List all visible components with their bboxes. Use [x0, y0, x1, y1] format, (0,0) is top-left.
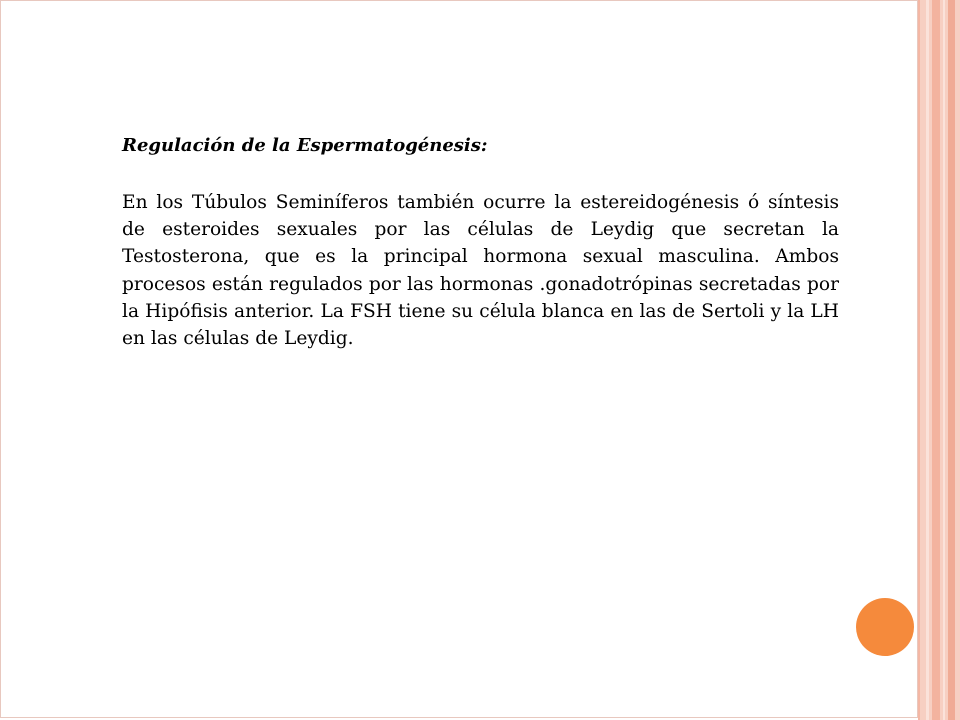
decorative-stripe	[948, 0, 955, 720]
decorative-stripe	[918, 0, 920, 720]
slide-content	[122, 133, 839, 352]
slide-title: Regulación de la Espermatogénesis:	[122, 135, 488, 156]
slide-body-text: En los Túbulos Seminíferos también ocurre la estereidogénesis ó síntesis de esteroides sexuales por las células de Leydig que secretan la Testosterona, que es la principal hormona sexual masculina. Ambos procesos están regulados por las hormonas .gonadotrópinas secretadas por la Hipófisis anterior. La FSH tiene su célula blanca en las de Sertoli y la LH en las células de Leydig.	[122, 192, 839, 350]
decorative-stripe	[926, 0, 929, 720]
orange-circle-decoration	[856, 598, 914, 656]
decorative-stripe	[932, 0, 940, 720]
decorative-stripe	[943, 0, 945, 720]
